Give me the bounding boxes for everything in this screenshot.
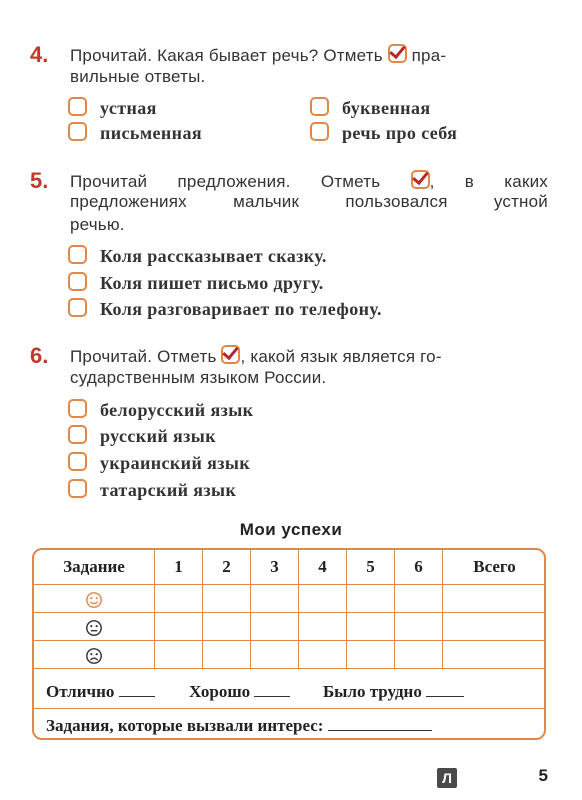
checkbox[interactable]	[68, 425, 87, 444]
interest-label: Задания, которые вызвали интерес:	[46, 716, 324, 735]
table-cell[interactable]	[299, 641, 347, 669]
answer-option[interactable]	[310, 122, 457, 144]
table-cell[interactable]	[443, 613, 547, 641]
table-cell[interactable]	[203, 613, 251, 641]
checkmark-icon	[411, 170, 430, 189]
header-cell: Задание	[34, 550, 155, 585]
answer-blank[interactable]	[426, 695, 464, 697]
answer-option[interactable]	[68, 425, 216, 447]
table-header-row	[34, 550, 546, 585]
success-title: Мои успехи	[239, 520, 343, 539]
option-label: буквенная	[342, 98, 431, 118]
task-text: пра-	[411, 46, 447, 65]
table-cell[interactable]	[203, 585, 251, 613]
table-row	[34, 585, 546, 613]
answer-option[interactable]	[68, 298, 382, 320]
header-cell: 4	[299, 550, 347, 585]
checkbox[interactable]	[68, 452, 87, 471]
table-cell[interactable]	[251, 641, 299, 669]
checkbox[interactable]	[68, 97, 87, 116]
task-question-line	[70, 44, 446, 66]
task-number: 4.	[30, 42, 49, 67]
success-grid	[34, 550, 546, 669]
task-text: Прочитай. Какая бывает речь? Отметь	[70, 46, 383, 65]
checkbox[interactable]	[68, 122, 87, 141]
header-cell: 5	[347, 550, 395, 585]
task-question-line	[70, 170, 548, 192]
header-cell: 6	[395, 550, 443, 585]
rating-label: Хорошо	[189, 682, 251, 701]
option-label: письменная	[100, 123, 202, 143]
checkmark-icon	[221, 345, 240, 364]
rating-label: Было трудно	[322, 682, 422, 701]
divider	[34, 708, 546, 709]
task-question-line: предложениях мальчик пользовался устной	[70, 192, 548, 211]
answer-option[interactable]	[68, 272, 324, 294]
task-question-line: речью.	[70, 215, 125, 234]
option-label: русский язык	[100, 426, 217, 446]
checkbox[interactable]	[68, 298, 87, 317]
table-cell[interactable]	[443, 585, 547, 613]
smile-face-icon	[34, 585, 155, 613]
rating-label: Отлично	[46, 682, 115, 701]
table-cell[interactable]	[155, 585, 203, 613]
table-cell[interactable]	[395, 613, 443, 641]
table-cell[interactable]	[251, 585, 299, 613]
answer-option[interactable]	[68, 97, 157, 119]
header-cell: 1	[155, 550, 203, 585]
table-cell[interactable]	[299, 613, 347, 641]
table-cell[interactable]	[347, 641, 395, 669]
option-label: речь про себя	[342, 123, 458, 143]
task-number: 6.	[30, 343, 49, 368]
option-label: белорусский язык	[100, 400, 254, 420]
task-question-line	[70, 345, 442, 367]
interest-row	[46, 716, 546, 736]
option-label: Коля разговаривает по телефону.	[100, 299, 382, 319]
answer-option[interactable]	[68, 479, 236, 501]
table-cell[interactable]	[395, 585, 443, 613]
task-question-line: сударственным языком России.	[70, 368, 327, 387]
success-table	[32, 548, 546, 740]
table-cell[interactable]	[155, 641, 203, 669]
answer-option[interactable]	[68, 122, 202, 144]
option-label: Коля рассказывает сказку.	[100, 246, 327, 266]
checkbox[interactable]	[310, 97, 329, 116]
page-number: 5	[538, 766, 548, 785]
checkmark-icon	[388, 44, 407, 63]
answer-blank[interactable]	[254, 695, 290, 697]
table-cell[interactable]	[443, 641, 547, 669]
answer-blank[interactable]	[328, 729, 432, 731]
task-text: , в каких	[429, 172, 548, 191]
option-label: устная	[100, 98, 157, 118]
answer-blank[interactable]	[119, 695, 155, 697]
table-cell[interactable]	[203, 641, 251, 669]
table-cell[interactable]	[395, 641, 443, 669]
option-label: татарский язык	[100, 480, 237, 500]
checkbox[interactable]	[310, 122, 329, 141]
option-label: Коля пишет письмо другу.	[100, 273, 324, 293]
table-cell[interactable]	[347, 585, 395, 613]
header-cell: 2	[203, 550, 251, 585]
checkbox[interactable]	[68, 399, 87, 418]
table-cell[interactable]	[299, 585, 347, 613]
answer-option[interactable]	[68, 245, 327, 267]
answer-option[interactable]	[68, 399, 253, 421]
checkbox[interactable]	[68, 245, 87, 264]
neutral-face-icon	[34, 613, 155, 641]
task-text: Прочитай предложения. Отметь	[70, 172, 381, 191]
table-cell[interactable]	[155, 613, 203, 641]
header-cell: Всего	[443, 550, 547, 585]
checkbox[interactable]	[68, 272, 87, 291]
option-label: украинский язык	[100, 453, 251, 473]
checkbox[interactable]	[68, 479, 87, 498]
table-cell[interactable]	[251, 613, 299, 641]
publisher-logo: Л	[437, 768, 457, 788]
task-text: Прочитай. Отметь	[70, 347, 217, 366]
sad-face-icon	[34, 641, 155, 669]
task-number: 5.	[30, 168, 49, 193]
header-cell: 3	[251, 550, 299, 585]
table-row	[34, 613, 546, 641]
rating-row	[46, 682, 546, 702]
answer-option[interactable]	[68, 452, 250, 474]
table-row	[34, 641, 546, 669]
answer-option[interactable]	[310, 97, 430, 119]
table-cell[interactable]	[347, 613, 395, 641]
task-text: , какой язык является го-	[240, 347, 442, 366]
task-question-line: вильные ответы.	[70, 67, 206, 86]
